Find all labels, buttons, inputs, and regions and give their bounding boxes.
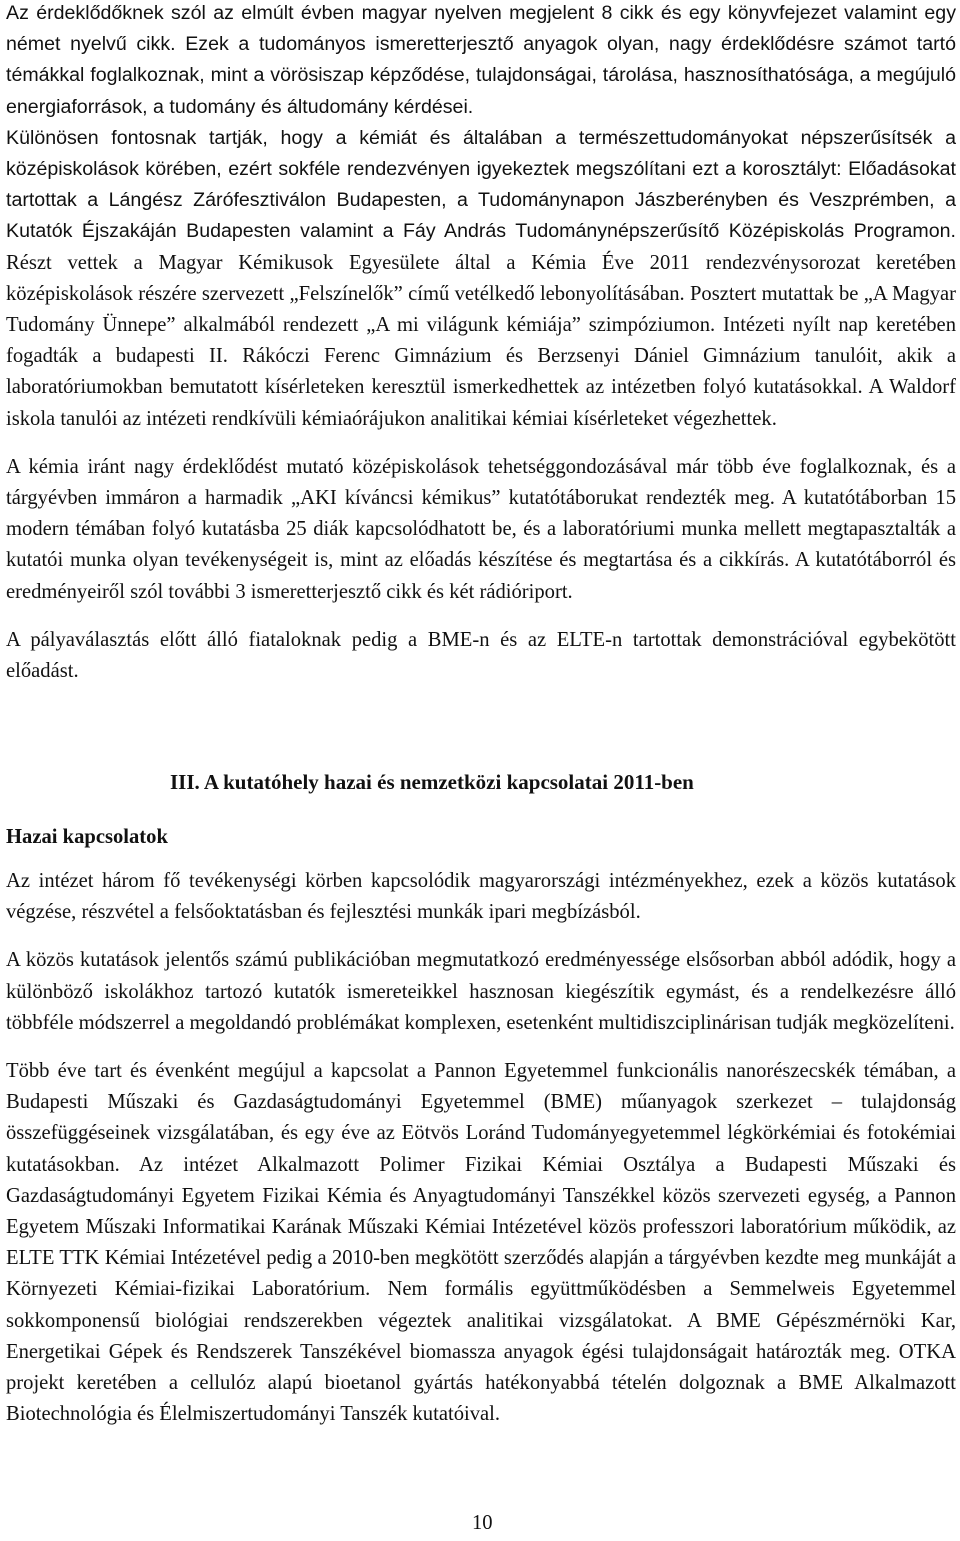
page-number: 10 <box>472 1512 493 1534</box>
paragraph-joint-research: A közös kutatások jelentős számú publikációban megmutatkozó eredményessége elsősorban abból adódik, hogy a különböző iskolákhoz tartozó kutatók ismereteikkel hasznosan kiegészítik egymást, és a rendelkezésre álló többféle módszerrel a megoldandó problémákat komplexen, esetenként multidiszciplinárisan tudják megközelíteni. <box>6 949 956 1034</box>
paragraph-university-partners: Több éve tart és évenként megújul a kapcsolat a Pannon Egyetemmel funkcionális nanorészecskék témában, a Budapesti Műszaki és Gazdaságtudományi Egyetemmel (BME) műanyagok szerkezet – tulajdonság összefüggéseinek vizsgálatában, és egy éve az Eötvös Loránd Tudományegyetemmel légkörkémiai és fotokémiai kutatásokban. Az intézet Alkalmazott Polimer Fizikai Kémiai Osztálya a Budapesti Műszaki és Gazdaságtudományi Egyetem Fizikai Kémia és Anyagtudományi Tanszékkel közös szervezeti egység, a Pannon Egyetem Műszaki Informatikai Karának Műszaki Kémiai Intézetével közös professzori laboratórium működik, az ELTE TTK Kémiai Intézetével pedig a 2010-ben megkötött szerződés alapján a tárgyévben kezdte meg munkáját a Környezeti Kémiai-fizikai Laboratórium. Nem formális együttműködésben a Semmelweis Egyetemmel sokkomponensű biológiai rendszerekben végeztek analitikai vizsgálatokat. A BME Gépészmérnöki Kar, Energetikai Gépek és Rendszerek Tanszékével biomassza anyagok égési tulajdonságait határozták meg. OTKA projekt keretében a cellulóz alapú bioetanol gyártás hatékonyabbá tételén dolgoznak a BME Alkalmazott Biotechnológia és Élelmiszertudományi Tanszék kutatóival. <box>6 1060 956 1426</box>
document-page <box>6 0 956 1534</box>
domestic-relations-body <box>6 866 956 1430</box>
paragraph-career-lectures: A pályaválasztás előtt álló fiataloknak pedig a BME-n és az ELTE-n tartottak demonstrációval egybekötött előadást. <box>6 628 956 683</box>
section-subheading: Hazai kapcsolatok <box>6 826 168 848</box>
paragraph-research-camp: A kémia iránt nagy érdeklődést mutató középiskolások tehetséggondozásával már több éve foglalkoznak, és a tárgyévben immáron a harmadik „AKI kíváncsi kémikus” kutatótáborukat rendezték meg. A kutatótáborban 15 modern témában folyó kutatásba 25 diák kapcsolódhatott be, és a laboratóriumi munka mellett megtapasztalták a kutatói munka olyan tevékenységeit is, mint az előadás készítése és megtartása és a cikkírás. A kutatótáborról és eredményeiről szól további 3 ismeretterjesztő cikk és két rádióriport. <box>6 455 956 603</box>
paragraph-outreach-serif-part: Részt vettek a Magyar Kémikusok Egyesülete által a Kémia Éve 2011 rendezvénysorozat keretében középiskolások részére szervezett „Felszínelők” című vetélkedő lebonyolításában. Posztert mutattak be „A Magyar Tudomány Ünnepe” alkalmából rendezett „A mi világunk kémiája” szimpóziumon. Intézeti nyílt nap keretében fogadták a budapesti II. Rákóczi Ferenc Gimnázium és Berzsenyi Dániel Gimnázium tanulóit, akik a laboratóriumokban bemutatott kísérleteken keresztül ismerkedhettek az intézetben folyó kutatásokkal. A Waldorf iskola tanulói az intézeti rendkívüli kémiaórájukon analitikai kémiai kísérleteket végezhettek. <box>6 251 956 430</box>
paragraph-outreach-sans-part: Különösen fontosnak tartják, hogy a kémiát és általában a természettudományokat népszerűsítsék a középiskolások körében, ezért sokféle rendezvényen igyekeztek megszólítani ezt a korosztályt: Előadásokat tartottak a Lángész Zárófesztiválon Budapesten, a Tudománynapon Jászberényben és Veszprémben, a Kutatók Éjszakáján Budapesten valamint a Fáy András Tudománynépszerűsítő Középiskolás Programon. <box>6 126 956 243</box>
section-heading: III. A kutatóhely hazai és nemzetközi kapcsolatai 2011-ben <box>170 770 694 794</box>
paragraph-activity-areas: Az intézet három fő tevékenységi körben kapcsolódik magyarországi intézményekhez, ezek a közös kutatások végzése, részvétel a felsőoktatásban és fejlesztési munkák ipari megbízásból. <box>6 870 956 924</box>
paragraph-publications: Az érdeklődőknek szól az elmúlt évben magyar nyelven megjelent 8 cikk és egy könyvfejezet valamint egy német nyelvű cikk. Ezek a tudományos ismeretterjesztő anyagok olyan, nagy érdeklődésre számot tartó témákkal foglalkoznak, mint a vörösiszap képződése, tulajdonságai, tárolása, hasznosíthatósága, a megújuló energiaforrások, a tudomány és áltudomány kérdései. <box>6 2 956 118</box>
paragraph-outreach <box>6 123 956 435</box>
